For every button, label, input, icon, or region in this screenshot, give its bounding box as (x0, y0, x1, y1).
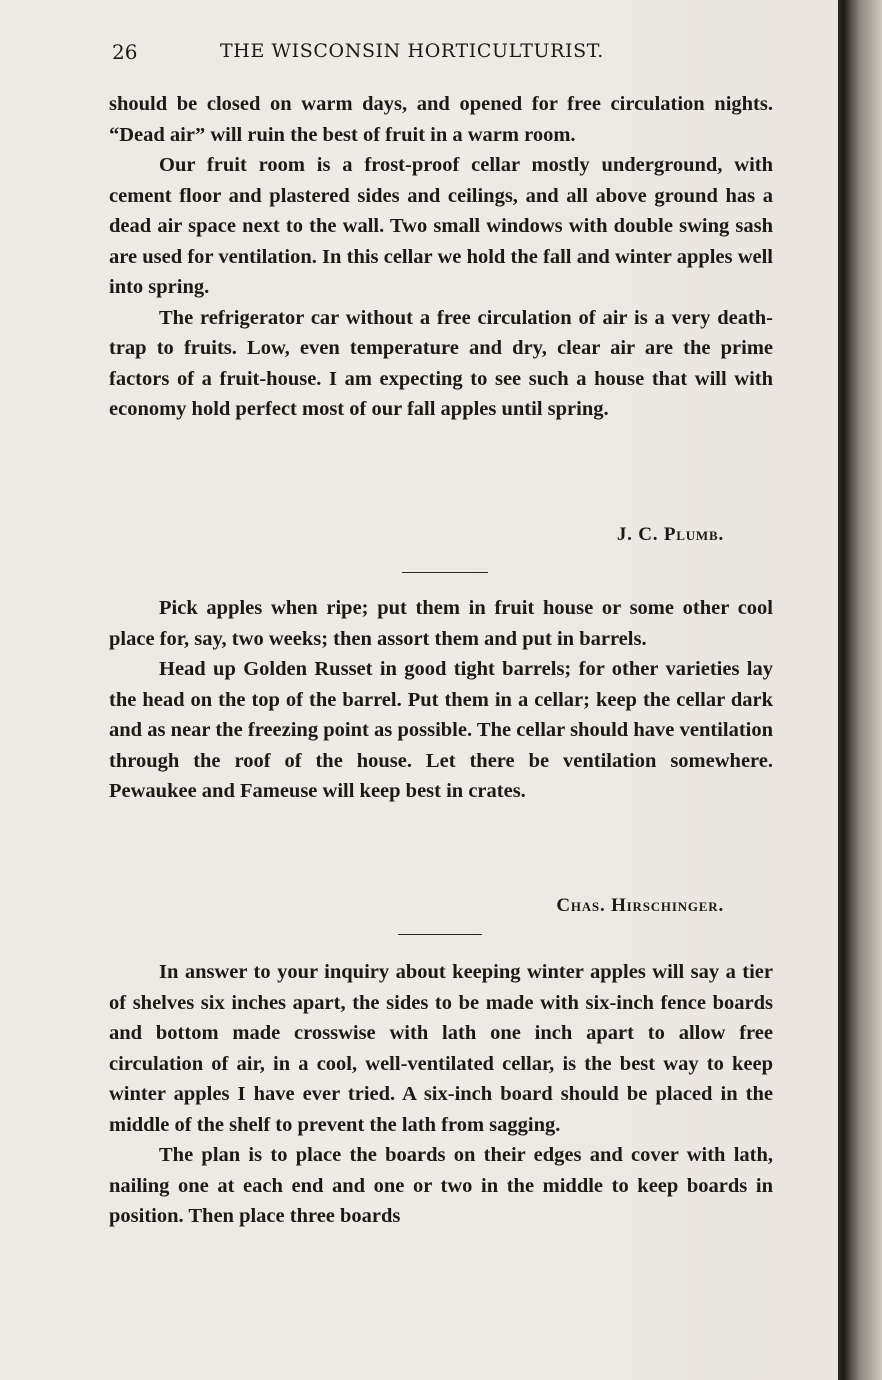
page-header (112, 40, 777, 70)
running-title: THE WISCONSIN HORTICULTURIST. (220, 40, 604, 62)
signature-hirschinger: Chas. Hirschinger. (556, 895, 724, 916)
paragraph-refrigerator-car: The refrigerator car without a free circulation of air is a very death-trap to fruits. Low, even temperature and dry, clear air are the prime factors of a fruit-house. I am expecting to see such a house that will with economy hold perfect most of our fall apples until spring. (109, 306, 773, 420)
signature-plumb: J. C. Plumb. (616, 524, 724, 545)
section-2 (109, 593, 773, 807)
paragraph-plan: The plan is to place the boards on their edges and cover with lath, nailing one at each end and one or two in the middle to keep boards in position. Then place three boards (109, 1144, 773, 1227)
section-3 (109, 957, 773, 1232)
paragraph-shelves: In answer to your inquiry about keeping winter apples will say a tier of shelves six inches apart, the sides to be made with six-inch fence boards and bottom made crosswise with lath one inch apart to allow free circulation of air, in a cool, well-ventilated cellar, is the best way to keep winter apples I have ever tried. A six-inch board should be placed in the middle of the shelf to prevent the lath from sagging. (109, 961, 773, 1136)
section-divider-1 (402, 572, 488, 573)
section-1 (109, 89, 773, 425)
section-divider-2 (398, 934, 482, 935)
book-spine-shadow (838, 0, 882, 1380)
paragraph-fruit-room: Our fruit room is a frost-proof cellar mostly underground, with cement floor and plastered sides and ceilings, and all above ground has a dead air space next to the wall. Two small windows with double swing sash are used for ventilation. In this cellar we hold the fall and winter apples well into spring. (109, 154, 773, 298)
page-number: 26 (112, 40, 138, 64)
paragraph-golden-russet: Head up Golden Russet in good tight barrels; for other varieties lay the head on the top of the barrel. Put them in a cellar; keep the cellar dark and as near the freezing point as possible. The cellar should have ventilation through the roof of the house. Let there be ventilation somewhere. Pewaukee and Fameuse will keep best in crates. (109, 658, 773, 802)
paragraph-continued: should be closed on warm days, and opened for free circulation nights. “Dead air” will ruin the best of fruit in a warm room. (109, 93, 773, 146)
paragraph-pick-apples: Pick apples when ripe; put them in fruit house or some other cool place for, say, two weeks; then assort them and put in barrels. (109, 597, 773, 650)
